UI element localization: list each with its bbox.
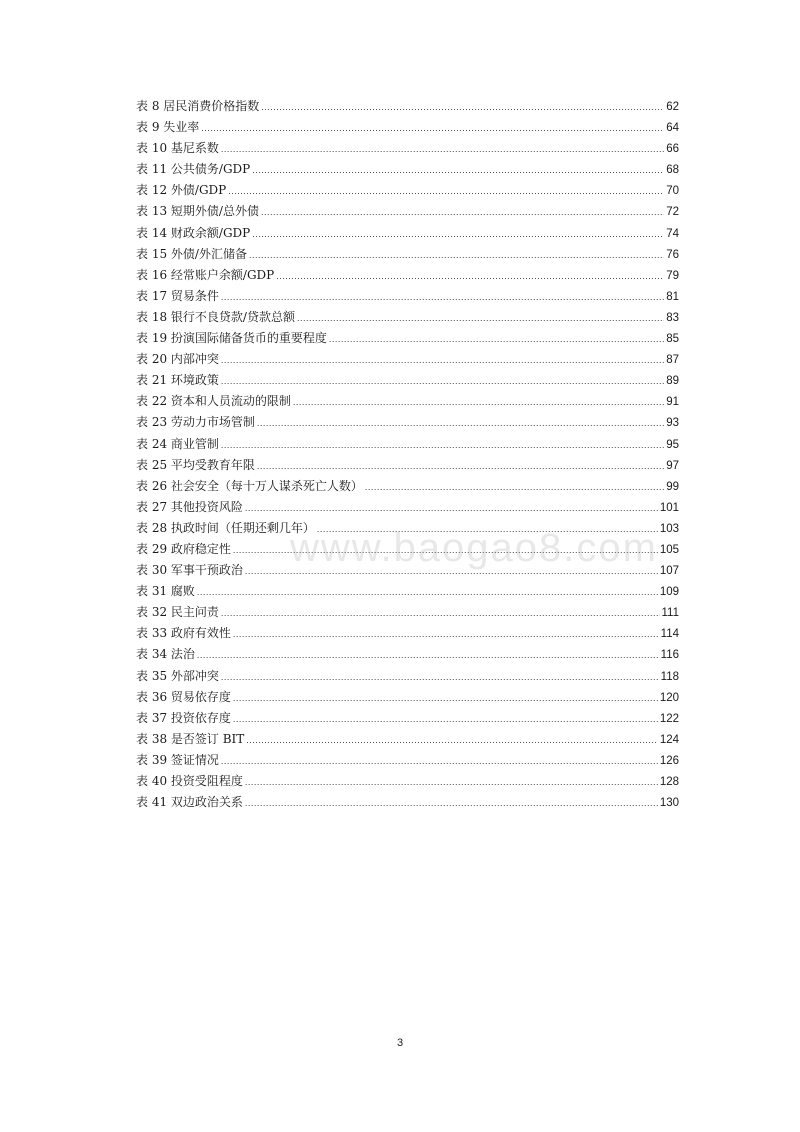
toc-entry[interactable] xyxy=(136,687,679,708)
toc-entry[interactable] xyxy=(136,666,679,687)
toc-entry-title: 表 31 腐败 xyxy=(136,584,195,599)
toc-entry-page: 122 xyxy=(659,712,679,725)
toc-entry-page: 103 xyxy=(659,522,679,535)
toc-entry-title: 表 41 双边政治关系 xyxy=(136,795,243,810)
toc-entry[interactable] xyxy=(136,644,679,665)
toc-entry-title: 表 20 内部冲突 xyxy=(136,352,219,367)
toc-entry-title: 表 10 基尼系数 xyxy=(136,141,219,156)
toc-entry-page: 118 xyxy=(660,670,679,683)
dot-leader xyxy=(261,202,664,223)
toc-entry[interactable] xyxy=(136,138,679,159)
toc-entry-title: 表 9 失业率 xyxy=(136,120,200,135)
dot-leader xyxy=(221,435,664,456)
dot-leader xyxy=(297,308,664,329)
toc-entry-title: 表 32 民主问责 xyxy=(136,605,219,620)
toc-entry[interactable] xyxy=(136,286,679,307)
toc-entry[interactable] xyxy=(136,96,679,117)
toc-entry-page: 91 xyxy=(666,396,679,409)
toc-entry-title: 表 14 财政余额/GDP xyxy=(136,225,251,240)
toc-entry-page: 74 xyxy=(666,227,679,240)
toc-entry[interactable] xyxy=(136,391,679,412)
watermark: www.baogao8.com xyxy=(290,526,658,570)
dot-leader xyxy=(245,498,658,519)
toc-entry-title: 表 38 是否签订 BIT xyxy=(136,731,245,746)
toc-entry[interactable] xyxy=(136,328,679,349)
dot-leader xyxy=(246,730,658,751)
toc-entry-title: 表 11 公共债务/GDP xyxy=(136,162,251,177)
toc-entry[interactable] xyxy=(136,349,679,370)
toc-entry[interactable] xyxy=(136,307,679,328)
toc-entry[interactable] xyxy=(136,180,679,201)
dot-leader xyxy=(245,793,658,814)
dot-leader xyxy=(293,392,664,413)
toc-entry-page: 66 xyxy=(666,143,679,156)
toc-entry-page: 126 xyxy=(659,754,679,767)
dot-leader xyxy=(233,688,658,709)
dot-leader xyxy=(233,624,659,645)
toc-entry[interactable] xyxy=(136,623,679,644)
toc-entry[interactable] xyxy=(136,244,679,265)
toc-entry-page: 64 xyxy=(666,122,679,135)
toc-entry-page: 85 xyxy=(666,333,679,346)
toc-entry-title: 表 22 资本和人员流动的限制 xyxy=(136,394,291,409)
toc-entry-title: 表 21 环境政策 xyxy=(136,373,219,388)
toc-entry-title: 表 23 劳动力市场管制 xyxy=(136,415,255,430)
toc-entry[interactable] xyxy=(136,201,679,222)
toc-entry-page: 120 xyxy=(659,691,679,704)
toc-entry[interactable] xyxy=(136,370,679,391)
toc-entry-title: 表 26 社会安全（每十万人谋杀死亡人数） xyxy=(136,478,363,493)
dot-leader xyxy=(197,582,658,603)
toc-entry[interactable] xyxy=(136,602,679,623)
toc-entry-title: 表 8 居民消费价格指数 xyxy=(136,99,260,113)
toc-entry-title: 表 24 商业管制 xyxy=(136,436,219,451)
dot-leader xyxy=(228,181,664,202)
dot-leader xyxy=(233,709,658,730)
toc-entry-page: 116 xyxy=(660,649,679,662)
toc-entry-title: 表 27 其他投资风险 xyxy=(136,499,243,514)
toc-entry-page: 99 xyxy=(666,480,679,493)
page-number: 3 xyxy=(396,1037,404,1049)
toc-entry-title: 表 33 政府有效性 xyxy=(136,626,231,641)
toc-entry-page: 79 xyxy=(666,269,679,282)
dot-leader xyxy=(221,603,660,624)
toc-entry[interactable] xyxy=(136,434,679,455)
toc-entry-page: 70 xyxy=(666,185,679,198)
dot-leader xyxy=(201,118,664,139)
dot-leader xyxy=(197,645,659,666)
toc-entry-title: 表 35 外部冲突 xyxy=(136,668,219,683)
toc-entry-title: 表 16 经常账户余额/GDP xyxy=(136,267,275,282)
toc-entry-page: 62 xyxy=(666,101,679,113)
toc-entry-page: 93 xyxy=(666,417,679,430)
toc-entry-page: 105 xyxy=(659,543,679,556)
toc-entry-title: 表 15 外债/外汇储备 xyxy=(136,246,247,261)
toc-entry[interactable] xyxy=(136,455,679,476)
toc-entry[interactable] xyxy=(136,265,679,286)
toc-entry-title: 表 34 法治 xyxy=(136,647,195,662)
toc-entry[interactable] xyxy=(136,497,679,518)
toc-entry-title: 表 29 政府稳定性 xyxy=(136,541,231,556)
toc-entry-title: 表 36 贸易依存度 xyxy=(136,689,231,704)
toc-entry-title: 表 18 银行不良贷款/贷款总额 xyxy=(136,309,295,324)
toc-entry-page: 87 xyxy=(666,354,679,367)
toc-entry-page: 114 xyxy=(660,628,679,641)
toc-entry[interactable] xyxy=(136,750,679,771)
dot-leader xyxy=(261,97,664,118)
toc-entry[interactable] xyxy=(136,708,679,729)
toc-entry-title: 表 13 短期外债/总外债 xyxy=(136,204,259,219)
toc-entry[interactable] xyxy=(136,159,679,180)
toc-entry-page: 83 xyxy=(666,311,679,324)
toc-entry-page: 89 xyxy=(666,375,679,388)
dot-leader xyxy=(329,329,664,350)
toc-entry[interactable] xyxy=(136,581,679,602)
toc-entry-title: 表 25 平均受教育年限 xyxy=(136,457,255,472)
toc-entry-title: 表 12 外债/GDP xyxy=(136,183,227,198)
toc-entry[interactable] xyxy=(136,792,679,813)
toc-entry-title: 表 30 军事干预政治 xyxy=(136,563,243,578)
toc-entry[interactable] xyxy=(136,476,679,497)
dot-leader xyxy=(257,456,664,477)
toc-entry-title: 表 17 贸易条件 xyxy=(136,288,219,303)
toc-entry-page: 76 xyxy=(666,248,679,261)
dot-leader xyxy=(221,371,664,392)
toc-entry-page: 72 xyxy=(666,206,679,219)
toc-entry-title: 表 28 执政时间（任期还剩几年） xyxy=(136,520,315,535)
toc-entry-title: 表 19 扮演国际储备货币的重要程度 xyxy=(136,331,327,346)
toc-entry-page: 107 xyxy=(659,565,679,578)
toc-entry-page: 97 xyxy=(666,459,679,472)
toc-entry-page: 101 xyxy=(659,501,679,514)
toc-entry-page: 130 xyxy=(659,797,679,810)
table-of-contents xyxy=(136,96,679,813)
dot-leader xyxy=(221,350,664,371)
dot-leader xyxy=(276,266,664,287)
dot-leader xyxy=(252,160,664,181)
dot-leader xyxy=(245,772,658,793)
toc-entry[interactable] xyxy=(136,223,679,244)
toc-entry-title: 表 40 投资受阻程度 xyxy=(136,774,243,788)
toc-entry-page: 68 xyxy=(666,164,679,177)
toc-entry-page: 95 xyxy=(666,438,679,451)
toc-entry[interactable] xyxy=(136,771,679,792)
toc-entry[interactable] xyxy=(136,412,679,433)
dot-leader xyxy=(221,667,659,688)
toc-entry[interactable] xyxy=(136,729,679,750)
toc-entry[interactable] xyxy=(136,117,679,138)
dot-leader xyxy=(365,477,664,498)
dot-leader xyxy=(252,224,664,245)
dot-leader xyxy=(221,751,658,772)
dot-leader xyxy=(221,139,664,160)
toc-entry-page: 111 xyxy=(661,607,679,620)
dot-leader xyxy=(221,287,664,308)
toc-entry-page: 81 xyxy=(666,290,679,303)
toc-entry-title: 表 37 投资依存度 xyxy=(136,710,231,725)
toc-entry-page: 128 xyxy=(659,776,679,788)
toc-entry-page: 109 xyxy=(659,586,679,599)
toc-entry-title: 表 39 签证情况 xyxy=(136,752,219,767)
dot-leader xyxy=(257,413,664,434)
toc-entry-page: 124 xyxy=(659,733,679,746)
dot-leader xyxy=(249,245,664,266)
